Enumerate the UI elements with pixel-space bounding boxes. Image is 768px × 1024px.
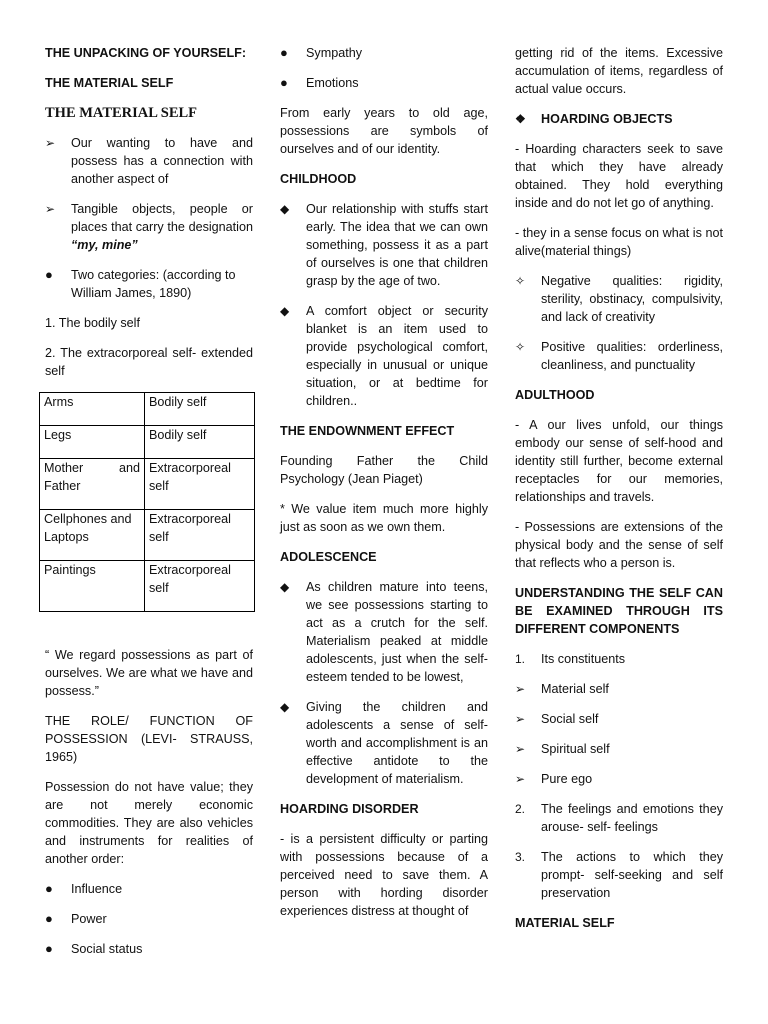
list-item [280,74,488,92]
emphasis-my-mine: “my, mine” [71,238,138,252]
bullet-text: Giving the children and adolescents a sense of self-worth and accomplishment is an effective antidote to the development of materialism. [306,700,488,786]
dot-bullet-icon: ● [45,941,53,956]
bullet-text: Tangible objects, people or places that carry the designation “my, mine” [71,202,253,252]
sparkle-bullet-icon: ❖ [515,112,526,126]
sub-item [515,740,723,758]
hoarding-objects-paragraph: - Hoarding characters seek to save that which they have already obtained. They hold everything inside and do not let go of anything. [515,142,723,210]
heading-hoarding-objects [515,110,723,128]
bullet-text: Our relationship with stuffs start early. The idea that we can own something, possess it as a part of ourselves is one that children grasp by the age of two. [306,202,488,288]
arrow-bullet-icon: ➢ [45,136,56,150]
bullet-item [515,272,723,326]
arrow-bullet-icon: ➢ [515,742,526,756]
numbered-item-bodily: 1. The bodily self [45,316,140,330]
bullet-item [45,134,253,188]
table-row [40,426,255,459]
column-1 [45,44,253,970]
number-marker: 1. [515,652,526,666]
bullet-item [280,578,488,686]
main-title: THE UNPACKING OF YOURSELF: [45,46,247,60]
dot-bullet-icon: ● [45,881,53,896]
arrow-bullet-icon: ➢ [45,202,56,216]
bullet-text: Negative qualities: rigidity, sterility, obstinacy, compulsivity, and lack of creativity [541,274,723,324]
heading-understanding-self: UNDERSTANDING THE SELF CAN BE EXAMINED THROUGH ITS DIFFERENT COMPONENTS [515,586,723,636]
endowment-note: * We value item much more highly just as soon as we own them. [280,502,488,534]
diamond-bullet-icon: ◆ [280,700,290,714]
table-cell-item: Legs [40,426,145,459]
self-category-table [39,392,255,612]
table-row [40,393,255,426]
bullet-text: Our wanting to have and possess has a connection with another aspect of [71,136,253,186]
diamond-bullet-icon: ◆ [280,580,290,594]
bullet-item [280,302,488,410]
numbered-item-extracorporeal: 2. The extracorporeal self- extended self [45,346,253,378]
possession-paragraph: Possession do not have value; they are not merely economic commodities. They are also vehicles and instruments for realities of another order: [45,780,253,866]
bullet-item [280,698,488,788]
sub-item [515,770,723,788]
bullet-text: Two categories: (according to William James, 1890) [71,268,236,300]
sub-item-text: Pure ego [541,772,593,786]
sub-item-text: Material self [541,682,609,696]
quote: “ We regard possessions as part of ourselves. We are what we have and possess.” [45,648,253,698]
column-2 [280,44,488,932]
endowment-paragraph: Founding Father the Child Psychology (Jean Piaget) [280,454,488,486]
number-marker: 2. [515,802,526,816]
numbered-item-text: The actions to which they prompt- self-seeking and self preservation [541,850,723,900]
arrow-bullet-icon: ➢ [515,712,526,726]
numbered-item [515,650,723,668]
table-cell-item: Paintings [40,561,145,612]
section-heading-material-self: THE MATERIAL SELF [45,105,198,121]
sub-item-text: Spiritual self [541,742,610,756]
table-cell-item: Cellphones and Laptops [40,510,145,561]
list-item [45,940,253,958]
table-cell-type: Extracorporeal self [145,510,255,561]
bullet-text: Positive qualities: orderliness, cleanliness, and punctuality [541,340,723,372]
outline-diamond-bullet-icon: ✧ [515,340,526,354]
bullet-text: As children mature into teens, we see possessions starting to act as a crutch for the self. Materialism peaked at middle adolescents, just when the self- esteem tended to be lowest, [306,580,488,684]
bullet-text: A comfort object or security blanket is an item used to provide psychological comfort, especially in unusual or unique situation, or at bedtime for children.. [306,304,488,408]
sub-item [515,710,723,728]
diamond-bullet-icon: ◆ [280,304,290,318]
number-marker: 3. [515,850,526,864]
sub-item-text: Social self [541,712,599,726]
bullet-item [280,200,488,290]
heading-adolescence: ADOLESCENCE [280,550,377,564]
adulthood-paragraph: - A our lives unfold, our things embody our sense of self-hood and identity still further, become external receptacles for our memories, relationships and travels. [515,418,723,504]
table-row [40,510,255,561]
table-cell-type: Extracorporeal self [145,459,255,510]
dot-bullet-icon: ● [45,911,53,926]
numbered-item [515,848,723,902]
arrow-bullet-icon: ➢ [515,682,526,696]
numbered-item-text: The feelings and emotions they arouse- self- feelings [541,802,723,834]
column-3 [515,44,723,944]
dot-bullet-icon: ● [280,45,288,60]
table-cell-item: Mother and Father [40,459,145,510]
list-item-text: Influence [71,882,123,896]
numbered-item-text: Its constituents [541,652,625,666]
diamond-bullet-icon: ◆ [280,202,290,216]
dot-bullet-icon: ● [280,75,288,90]
bullet-item [45,266,253,302]
outline-diamond-bullet-icon: ✧ [515,274,526,288]
heading-childhood: CHILDHOOD [280,172,357,186]
heading-hoarding-disorder: HOARDING DISORDER [280,802,419,816]
list-item [280,44,488,62]
table-cell-type: Extracorporeal self [145,561,255,612]
heading-adulthood: ADULTHOOD [515,388,595,402]
table-cell-item: Arms [40,393,145,426]
hoarding-objects-note: - they in a sense focus on what is not alive(material things) [515,226,723,258]
table-cell-type: Bodily self [145,426,255,459]
heading-material-self: MATERIAL SELF [515,916,615,930]
heading-endowment-effect: THE ENDOWNMENT EFFECT [280,424,455,438]
list-item-text: Power [71,912,107,926]
table-row [40,459,255,510]
hoarding-continued: getting rid of the items. Excessive accumulation of items, regardless of actual value occurs. [515,46,723,96]
subtitle: THE MATERIAL SELF [45,76,174,90]
bullet-item [45,200,253,254]
list-item [45,880,253,898]
table-row [40,561,255,612]
heading-text: HOARDING OBJECTS [541,112,673,126]
list-item-text: Emotions [306,76,359,90]
dot-bullet-icon: ● [45,267,53,282]
list-item [45,910,253,928]
numbered-item [515,800,723,836]
table-cell-type: Bodily self [145,393,255,426]
role-heading: THE ROLE/ FUNCTION OF POSSESSION (LEVI- STRAUSS, 1965) [45,714,253,764]
sub-item [515,680,723,698]
hoarding-paragraph: - is a persistent difficulty or parting with possessions because of a perceived need to save them. A person with hording disorder experiences distress at thought of [280,832,488,918]
list-item-text: Social status [71,942,143,956]
adulthood-note: - Possessions are extensions of the physical body and the sense of self that reflects who a person is. [515,520,723,570]
list-item-text: Sympathy [306,46,362,60]
arrow-bullet-icon: ➢ [515,772,526,786]
intro-paragraph: From early years to old age, possessions are symbols of ourselves and of our identity. [280,106,488,156]
bullet-item [515,338,723,374]
